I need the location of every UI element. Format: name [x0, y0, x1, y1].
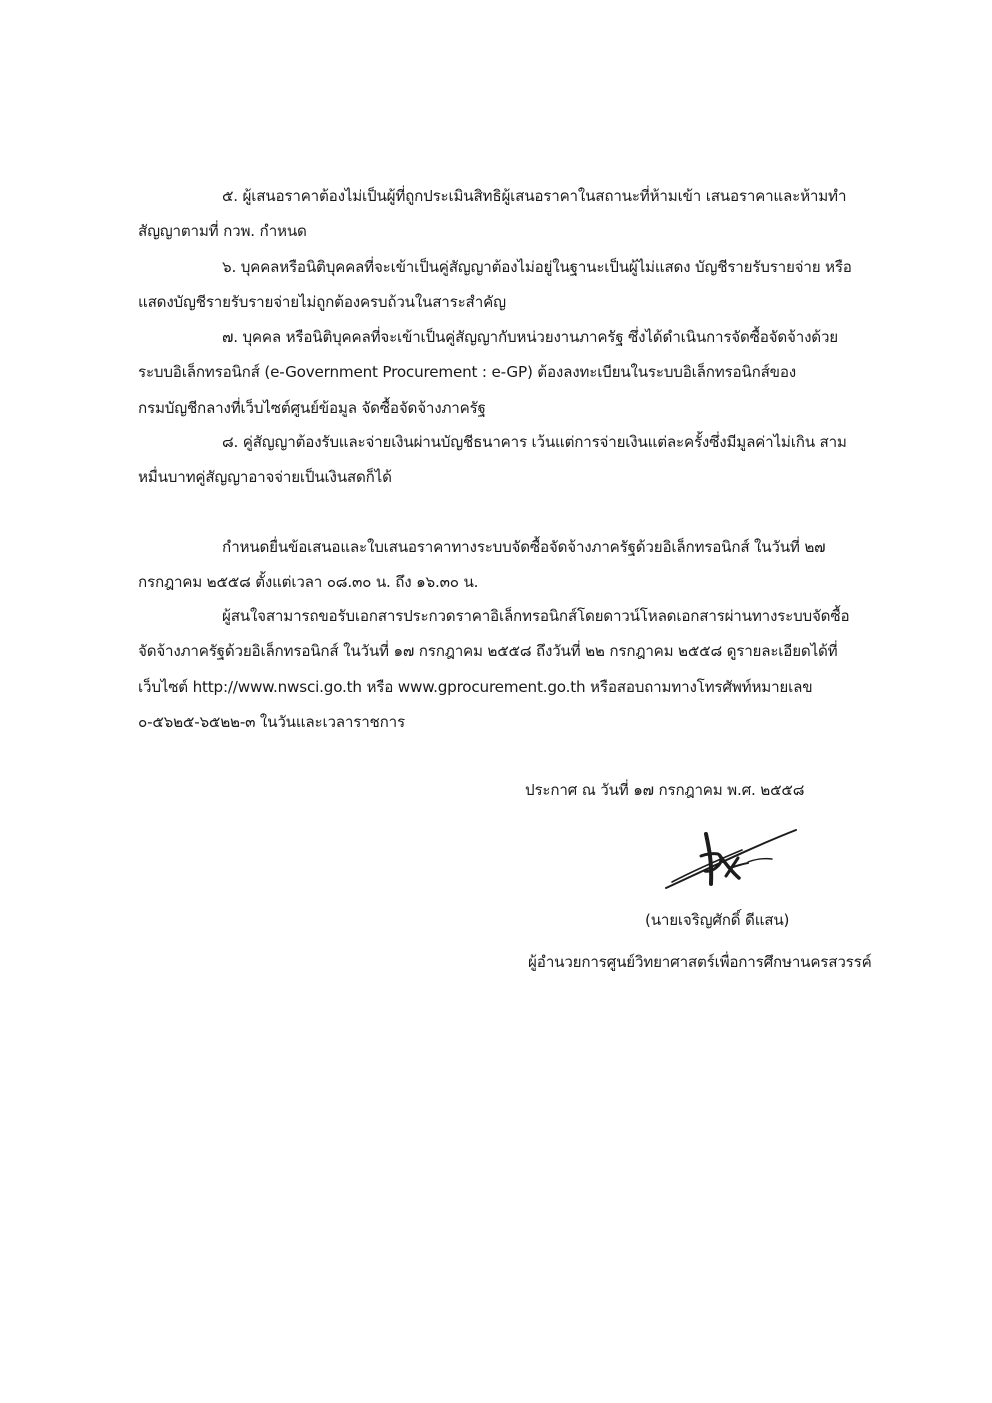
signatory-name: (นายเจริญศักดิ์ ดีแสน) [645, 911, 790, 929]
interest-line-3: เว็บไซต์ http://www.nwsci.go.th หรือ www.gprocurement.go.th หรือสอบถามทางโทรศัพท์หมายเลข [138, 678, 813, 696]
item-8-line-2: หมื่นบาทคู่สัญญาอาจจ่ายเป็นเงินสดก็ได้ [138, 468, 392, 486]
interest-line-2: จัดจ้างภาครัฐด้วยอิเล็กทรอนิกส์ ในวันที่ ๑๗ กรกฎาคม ๒๕๕๘ ถึงวันที่ ๒๒ กรกฎาคม ๒๕๕๘ ดูรายละเอียดได้ที่ [138, 642, 838, 660]
item-7-line-1: ๗. บุคคล หรือนิติบุคคลที่จะเข้าเป็นคู่สัญญากับหน่วยงานภาครัฐ ซึ่งได้ดำเนินการจัดซื้อจัดจ้างด้วย [222, 328, 838, 346]
item-5-line-2: สัญญาตามที่ กวพ. กำหนด [138, 222, 307, 240]
item-8-line-1: ๘. คู่สัญญาต้องรับและจ่ายเงินผ่านบัญชีธนาคาร เว้นแต่การจ่ายเงินแต่ละครั้งซึ่งมีมูลค่าไม่เกิน สาม [222, 433, 847, 451]
deadline-line-1: กำหนดยื่นข้อเสนอและใบเสนอราคาทางระบบจัดซื้อจัดจ้างภาครัฐด้วยอิเล็กทรอนิกส์ ในวันที่ ๒๗ [222, 538, 826, 556]
item-6-line-2: แสดงบัญชีรายรับรายจ่ายไม่ถูกต้องครบถ้วนในสาระสำคัญ [138, 293, 506, 311]
item-6-line-1: ๖. บุคคลหรือนิติบุคคลที่จะเข้าเป็นคู่สัญญาต้องไม่อยู่ในฐานะเป็นผู้ไม่แสดง บัญชีรายรับรายจ่าย หรือ [222, 258, 852, 276]
deadline-line-2: กรกฎาคม ๒๕๕๘ ตั้งแต่เวลา ๐๘.๓๐ น. ถึง ๑๖.๓๐ น. [138, 573, 479, 591]
signatory-title: ผู้อำนวยการศูนย์วิทยาศาสตร์เพื่อการศึกษานครสวรรค์ [528, 953, 872, 971]
interest-line-4: ๐-๕๖๒๕-๖๕๒๒-๓ ในวันและเวลาราชการ [138, 713, 405, 731]
item-5-line-1: ๕. ผู้เสนอราคาต้องไม่เป็นผู้ที่ถูกประเมินสิทธิผู้เสนอราคาในสถานะที่ห้ามเข้า เสนอราคาและห้ามทำ [222, 187, 847, 205]
signature-image [660, 826, 805, 896]
announcement-date: ประกาศ ณ วันที่ ๑๗ กรกฎาคม พ.ศ. ๒๕๕๘ [525, 781, 805, 799]
interest-line-1: ผู้สนใจสามารถขอรับเอกสารประกวดราคาอิเล็กทรอนิกส์โดยดาวน์โหลดเอกสารผ่านทางระบบจัดซื้อ [222, 607, 850, 625]
item-7-line-3: กรมบัญชีกลางที่เว็บไซต์ศูนย์ข้อมูล จัดซื้อจัดจ้างภาครัฐ [138, 399, 486, 417]
item-7-line-2: ระบบอิเล็กทรอนิกส์ (e-Government Procurement : e-GP) ต้องลงทะเบียนในระบบอิเล็กทรอนิกส์ของ [138, 363, 796, 381]
